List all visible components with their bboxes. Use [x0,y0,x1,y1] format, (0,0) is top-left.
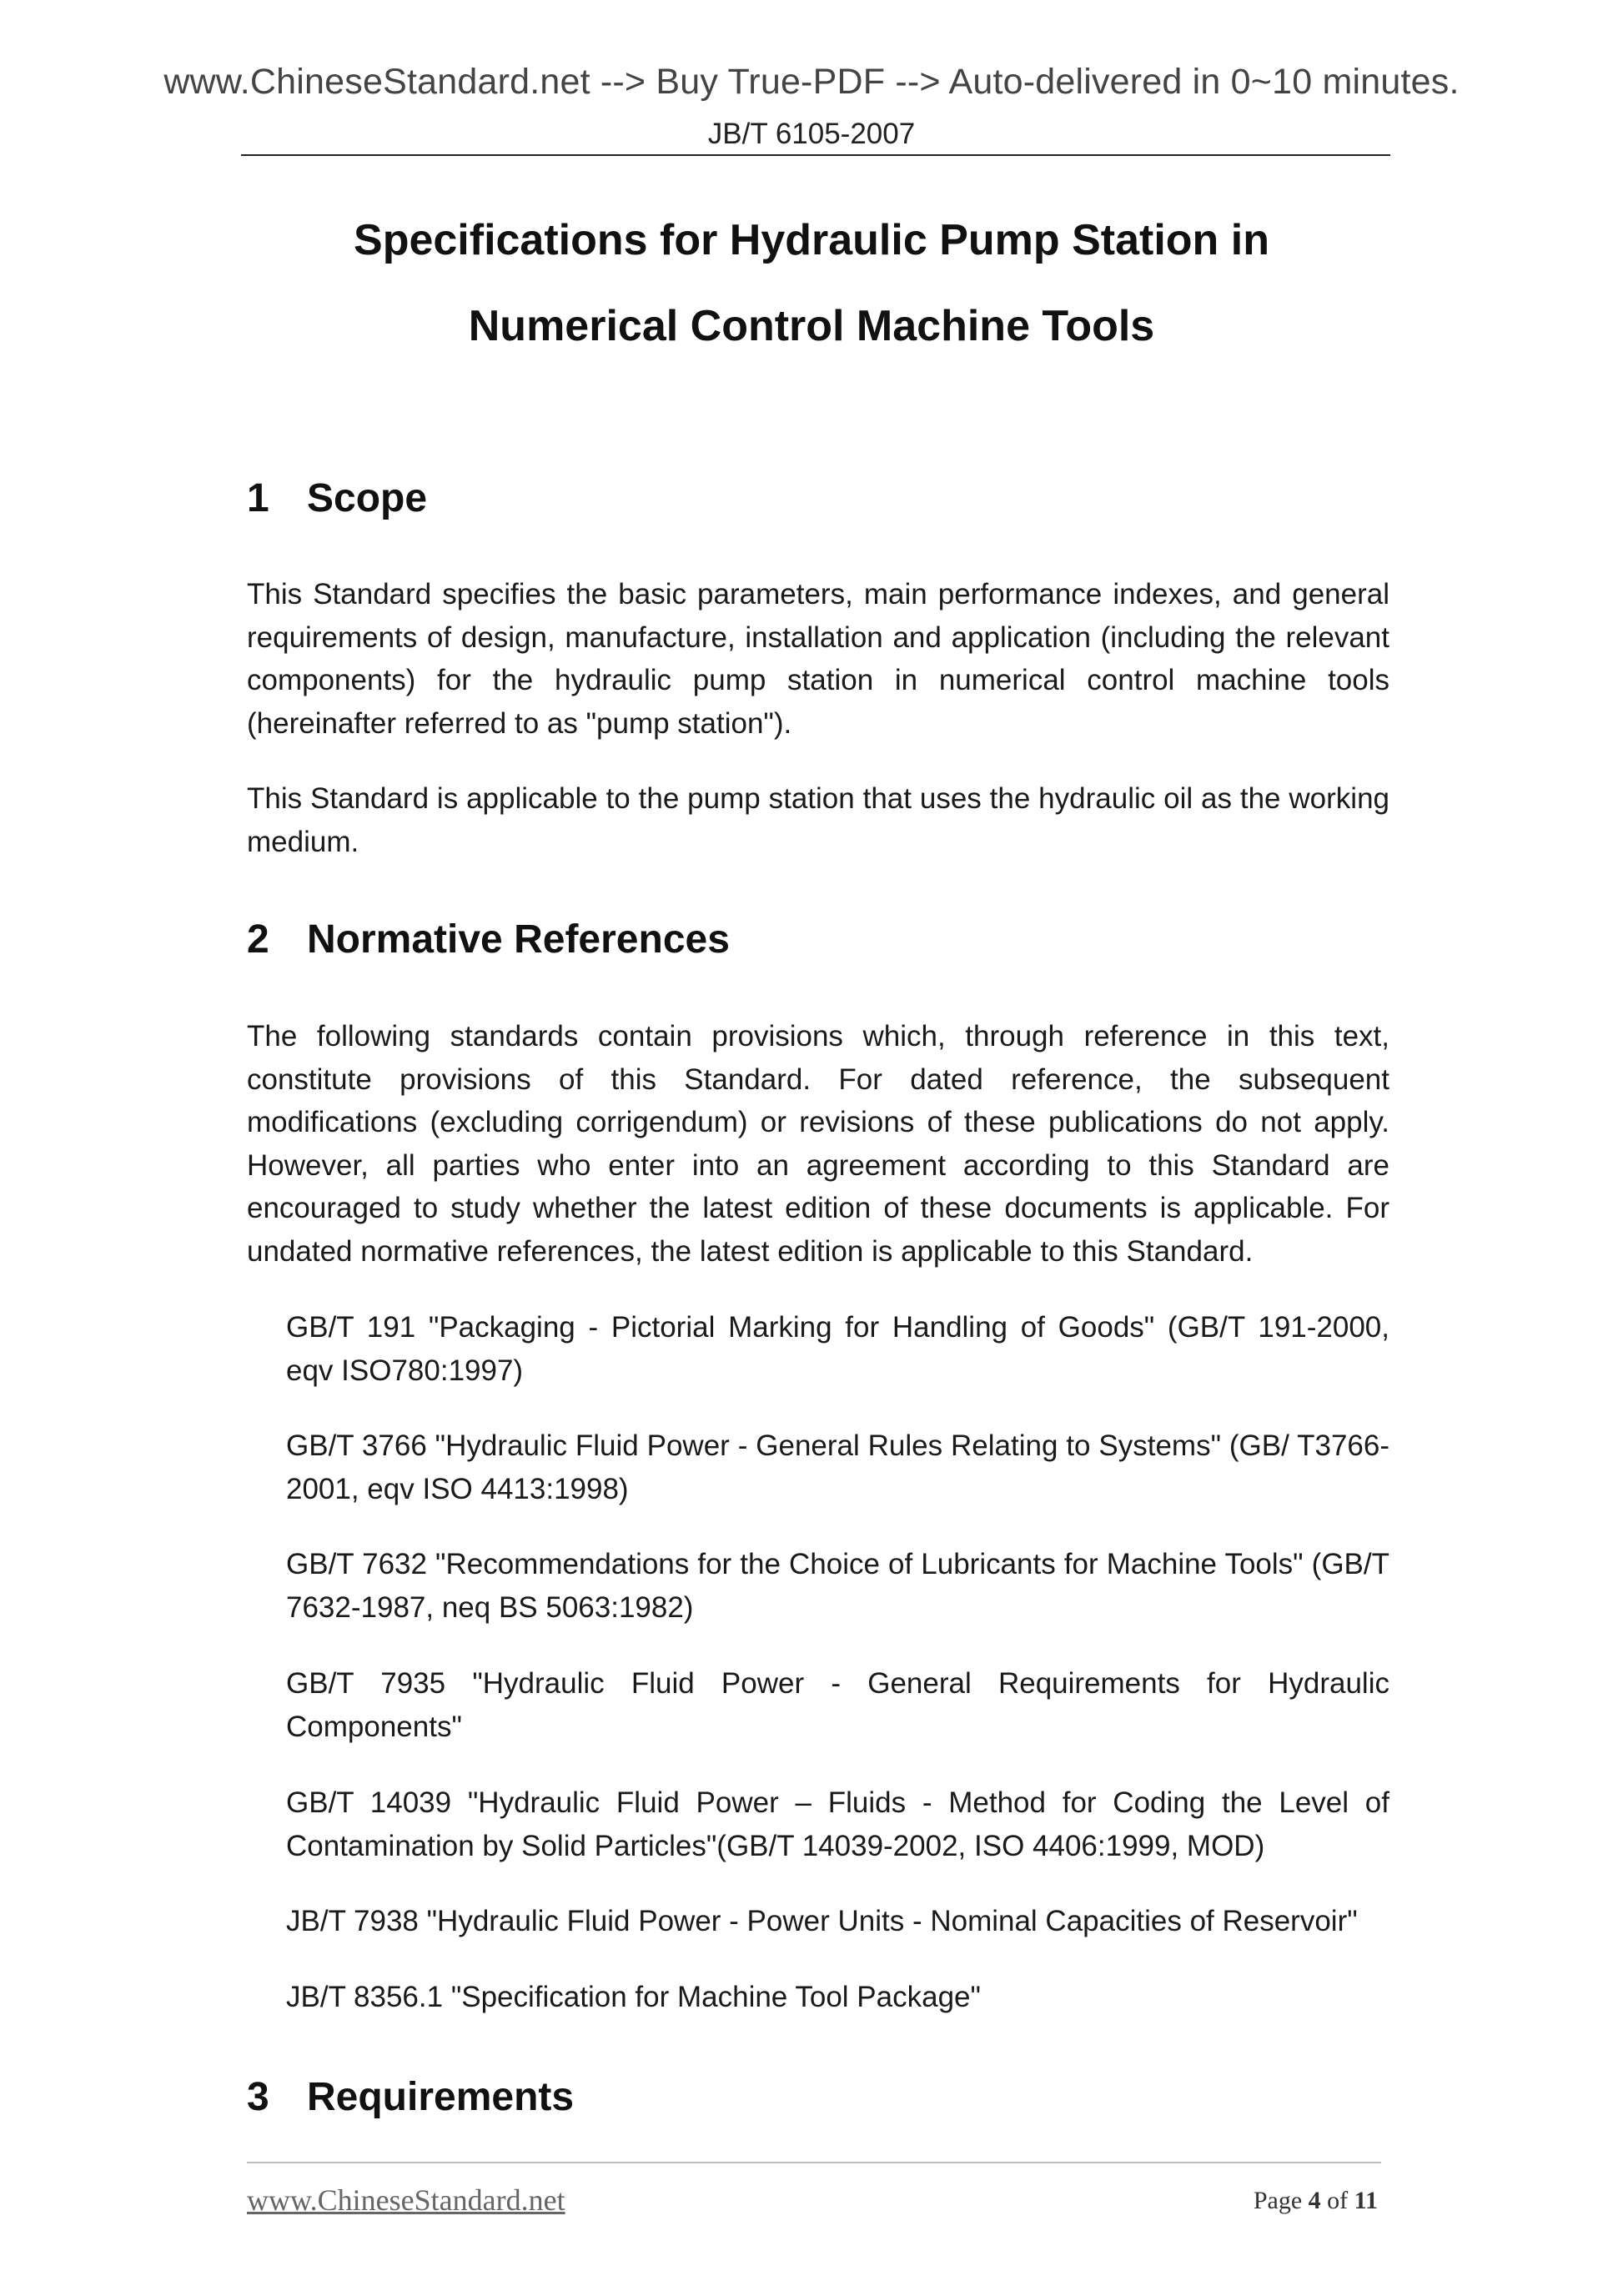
page-of: of [1327,2187,1349,2214]
header-divider [241,154,1390,156]
footer-divider [247,2162,1381,2163]
section-number: 3 [247,2075,269,2119]
section-number: 2 [247,917,269,962]
reference-item: JB/T 7938 "Hydraulic Fluid Power - Power Units - Nominal Capacities of Reservoir" [286,1905,1358,1937]
page-label: Page [1253,2187,1303,2214]
reference-item: GB/T 3766 "Hydraulic Fluid Power - General Rules Relating to Systems" (GB/ T3766-2001, eqv ISO 4413:1998) [286,1429,1389,1505]
section-heading-scope [247,475,427,521]
section-heading-normative-references [247,917,730,962]
page-total: 11 [1354,2187,1378,2214]
header-banner[interactable]: www.ChineseStandard.net --> Buy True-PDF --> Auto-delivered in 0~10 minutes. [163,62,1460,102]
page-number [1254,2187,1378,2215]
section-heading-requirements [247,2074,574,2120]
document-title-line-1: Specifications for Hydraulic Pump Station in [354,216,1269,264]
section-title: Normative References [307,917,730,962]
reference-item: GB/T 191 "Packaging - Pictorial Marking for Handling of Goods" (GB/T 191-2000, eqv ISO780:1997) [286,1311,1389,1387]
page-current: 4 [1308,2187,1321,2214]
reference-item: GB/T 14039 "Hydraulic Fluid Power – Fluids - Method for Coding the Level of Contamination by Solid Particles"(GB/T 14039-2002, ISO 4406:1999, MOD) [286,1786,1389,1862]
document-title-line-2: Numerical Control Machine Tools [468,302,1155,350]
paragraph: This Standard is applicable to the pump station that uses the hydraulic oil as the working medium. [247,782,1389,858]
section-title: Scope [307,476,428,520]
paragraph: The following standards contain provisions which, through reference in this text, constitute provisions of this Standard. For dated reference, the subsequent modifications (excluding corrigendum) or revisions of these publications do not apply. However, all parties who enter into an agreement according to this Standard are encouraged to study whether the latest edition of these documents is applicable. For undated normative references, the latest edition is applicable to this Standard. [247,1020,1389,1268]
section-number: 1 [247,476,269,520]
paragraph: This Standard specifies the basic parameters, main performance indexes, and general requirements of design, manufacture, installation and application (including the relevant components) for the hydraulic pump station in numerical control machine tools (hereinafter referred to as "pump station"). [247,578,1389,740]
section-title: Requirements [307,2075,575,2119]
reference-item: JB/T 8356.1 "Specification for Machine Tool Package" [286,1981,981,2013]
footer-website-link[interactable]: www.ChineseStandard.net [247,2183,565,2217]
document-id: JB/T 6105-2007 [707,118,916,150]
reference-item: GB/T 7632 "Recommendations for the Choice of Lubricants for Machine Tools" (GB/T 7632-1987, neq BS 5063:1982) [286,1548,1389,1624]
reference-item: GB/T 7935 "Hydraulic Fluid Power - General Requirements for Hydraulic Components" [286,1667,1389,1743]
